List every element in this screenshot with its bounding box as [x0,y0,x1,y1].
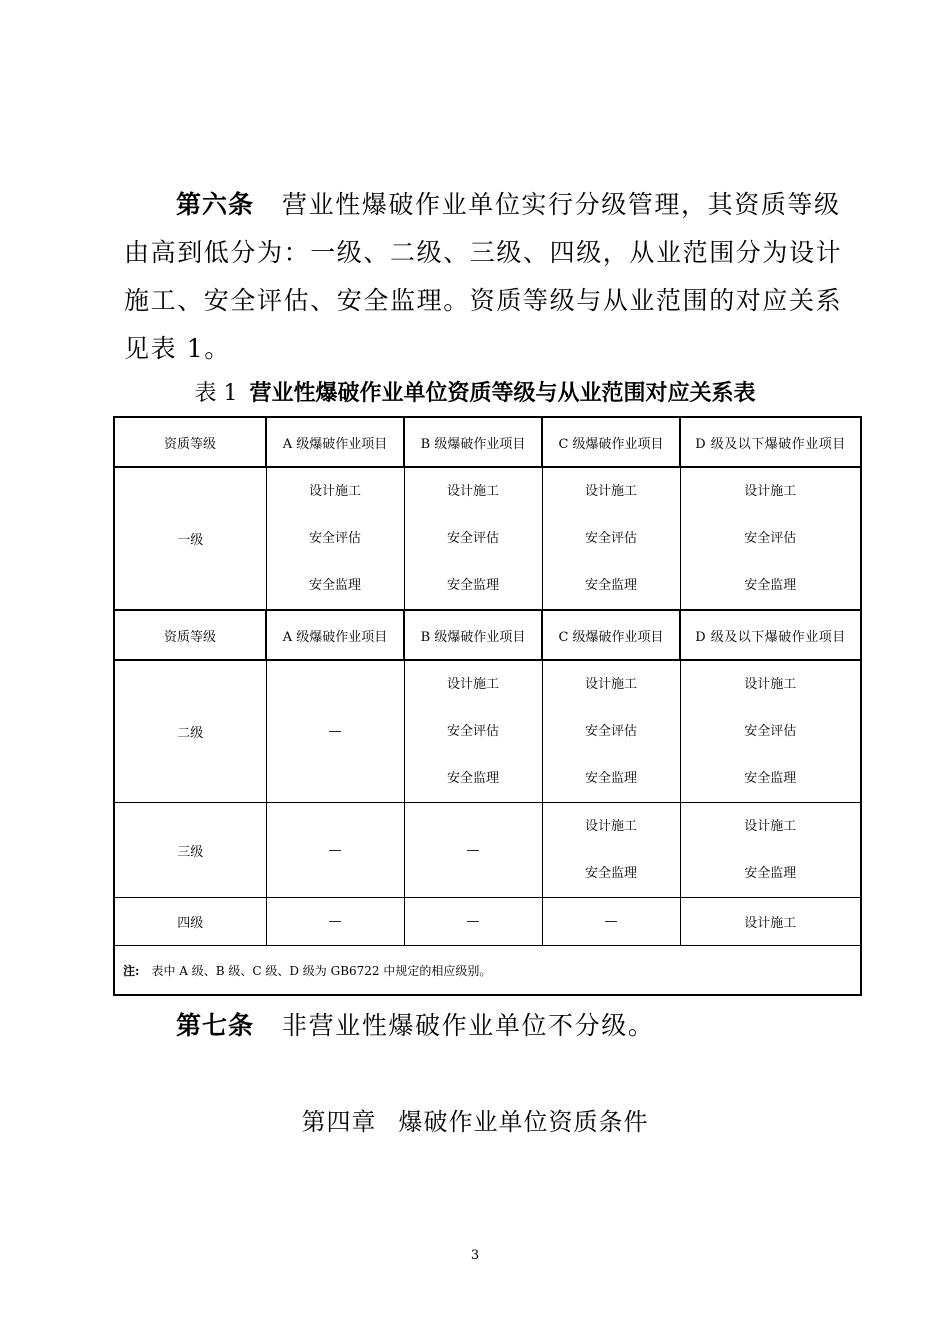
scope-supervise: 安全监理 [744,771,797,786]
header-col-a: A 级爆破作业项目 [266,417,404,467]
table-header-row-repeat [114,610,861,660]
grade-3-col-b: — [404,803,542,898]
header-col-d: D 级及以下爆破作业项目 [680,417,861,467]
scope-supervise: 安全监理 [446,771,499,786]
table-row-grade-1 [114,467,861,610]
grade-4-label: 四级 [114,898,266,946]
table-row-grade-2 [114,660,861,803]
table-caption [0,376,950,407]
header-grade: 资质等级 [114,610,266,660]
grade-2-col-c [542,660,680,803]
scope-assess: 安全评估 [584,724,637,739]
grade-4-col-d: 设计施工 [680,898,861,946]
chapter-title: 爆破作业单位资质条件 [398,1108,649,1136]
grade-4-col-c: — [542,898,680,946]
grade-1-col-d [680,467,861,610]
article-6-label: 第六条 [176,190,255,219]
header-col-b: B 级爆破作业项目 [404,417,542,467]
article-6-paragraph [124,181,864,373]
scope-design: 设计施工 [446,484,499,499]
article-7-paragraph [124,1002,864,1050]
table-note-label: 注: [123,963,140,978]
header-grade: 资质等级 [114,417,266,467]
table-row-grade-4 [114,898,861,946]
scope-assess: 安全评估 [446,724,499,739]
grade-1-col-b [404,467,542,610]
scope-design: 设计施工 [744,484,797,499]
grade-2-label: 二级 [114,660,266,803]
article-7-text: 非营业性爆破作业单位不分级。 [282,1011,655,1040]
scope-design: 设计施工 [584,819,637,834]
header-col-d: D 级及以下爆破作业项目 [680,610,861,660]
table-note-row [114,946,861,996]
grade-2-col-b [404,660,542,803]
chapter-number: 第四章 [301,1108,377,1136]
table-row-grade-3 [114,803,861,898]
grade-1-label: 一级 [114,467,266,610]
grade-4-col-a: — [266,898,404,946]
scope-assess: 安全评估 [744,531,797,546]
chapter-heading [0,1102,950,1137]
header-col-b: B 级爆破作业项目 [404,610,542,660]
grade-2-col-d [680,660,861,803]
scope-design: 设计施工 [744,819,797,834]
scope-supervise: 安全监理 [308,578,361,593]
header-col-c: C 级爆破作业项目 [542,417,680,467]
article-6-text: 营业性爆破作业单位实行分级管理，其资质等级由高到低分为：一级、二级、三级、四级，从业范围分为设计施工、安全评估、安全监理。资质等级与从业范围的对应关系见表 1。 [124,190,843,363]
grade-3-col-d [680,803,861,898]
table-header-row [114,417,861,467]
header-col-c: C 级爆破作业项目 [542,610,680,660]
scope-supervise: 安全监理 [584,771,637,786]
scope-supervise: 安全监理 [744,866,797,881]
scope-design: 设计施工 [446,677,499,692]
table-note [114,946,861,996]
scope-design: 设计施工 [584,484,637,499]
scope-assess: 安全评估 [584,531,637,546]
scope-supervise: 安全监理 [584,578,637,593]
grade-4-col-b: — [404,898,542,946]
scope-assess: 安全评估 [446,531,499,546]
grade-scope-table [113,416,862,996]
header-col-a: A 级爆破作业项目 [266,610,404,660]
grade-3-label: 三级 [114,803,266,898]
scope-supervise: 安全监理 [744,578,797,593]
table-caption-number: 表 1 [194,381,238,406]
table-caption-title: 营业性爆破作业单位资质等级与从业范围对应关系表 [249,381,756,406]
page-number: 3 [470,1248,480,1263]
grade-1-col-c [542,467,680,610]
grade-1-col-a [266,467,404,610]
scope-assess: 安全评估 [744,724,797,739]
article-7-label: 第七条 [176,1011,255,1040]
scope-supervise: 安全监理 [446,578,499,593]
scope-design: 设计施工 [308,484,361,499]
scope-design: 设计施工 [744,677,797,692]
grade-2-col-a: — [266,660,404,803]
scope-design: 设计施工 [584,677,637,692]
table-note-text: 表中 A 级、B 级、C 级、D 级为 GB6722 中规定的相应级别。 [151,963,492,978]
grade-3-col-a: — [266,803,404,898]
scope-assess: 安全评估 [308,531,361,546]
grade-3-col-c [542,803,680,898]
scope-supervise: 安全监理 [584,866,637,881]
